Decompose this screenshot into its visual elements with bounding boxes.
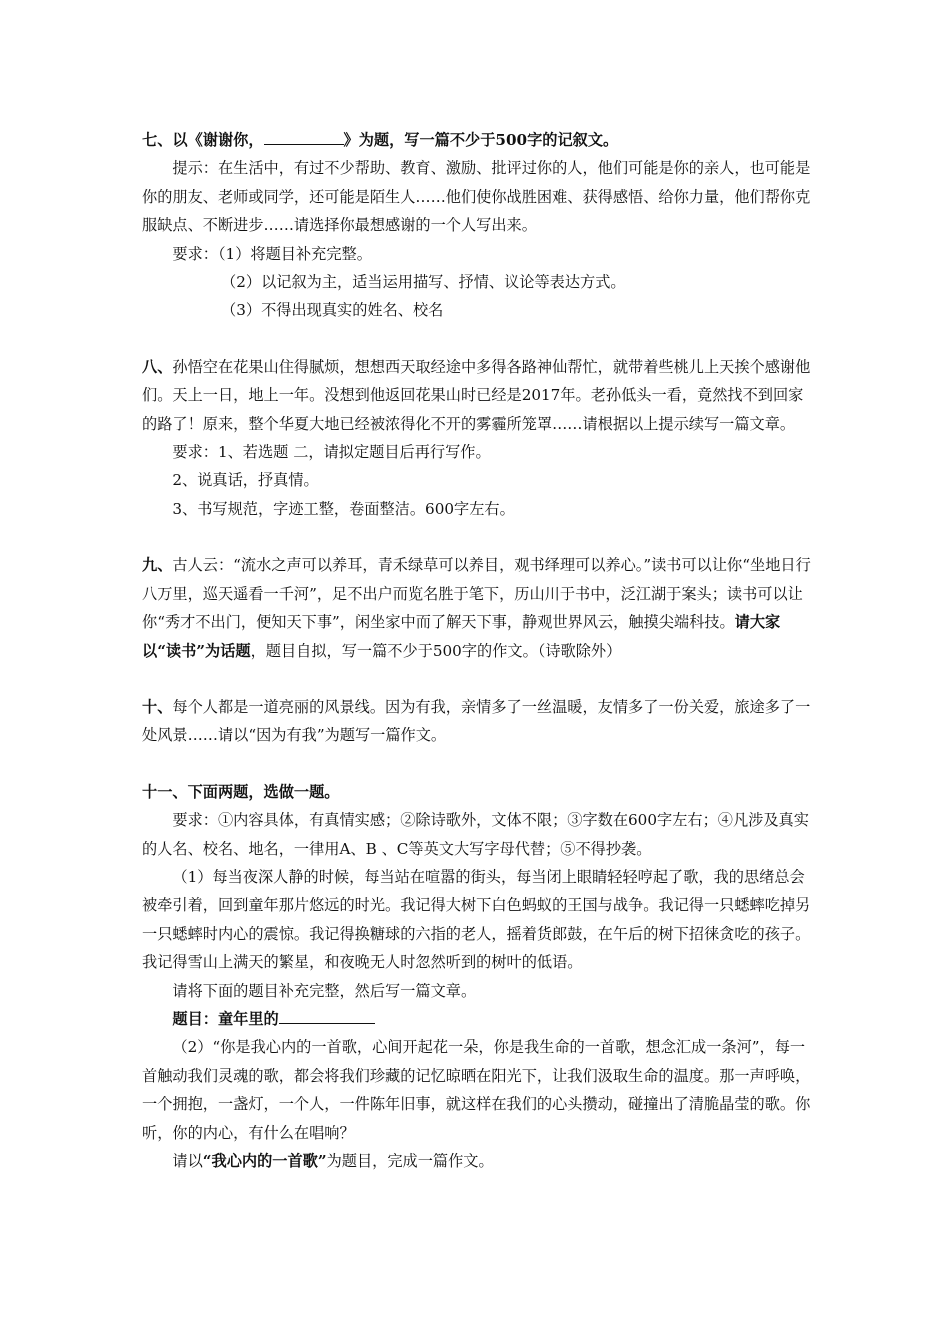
document-content bbox=[142, 126, 812, 1203]
task-topic: “我心内的一首歌” bbox=[202, 1152, 327, 1170]
question-9-text-end: ，题目自拟，写一篇不少于500字的作文。（诗歌除外） bbox=[250, 641, 622, 660]
question-11-option-2: （2）“你是我心内的一首歌，心间开起花一朵，你是我生命的一首歌，想念汇成一条河”，每一首触动我们灵魂的歌，都会将我们珍藏的记忆晾晒在阳光下，让我们汲取生命的温度。那一声呼唤，一个拥抱，一盏灯，一个人，一件陈年旧事，就这样在我们的心头攒动，碰撞出了清脆晶莹的歌。你听，你的内心，有什么在唱响？ bbox=[142, 1038, 811, 1142]
question-7-requirement-2: （2）以记叙为主，适当运用描写、抒情、议论等表达方式。 bbox=[221, 273, 626, 292]
topic-label: 题目：童年里的 bbox=[172, 1009, 279, 1028]
question-9 bbox=[142, 551, 812, 665]
question-9-text: 古人云：“流水之声可以养耳，青禾绿草可以养目，观书绎理可以养心。”读书可以让你“坐地日行八万里，巡天遥看一千河”，足不出户而览名胜于笔下，历山川于书中，泛江湖于案头；读书可以让你“秀才不出门，便知天下事”，闲坐家中而了解天下事，静观世界风云，触摸尖端科技。 bbox=[142, 556, 811, 632]
question-11-requirements: 要求：①内容具体，有真情实感；②除诗歌外，文体不限；③字数在600字左右；④凡涉及真实的人名、校名、地名，一律用A、B 、C等英文大写字母代替；⑤不得抄袭。 bbox=[142, 811, 809, 858]
question-8-requirement-2: 2、说真话，抒真情。 bbox=[172, 471, 319, 490]
title-prefix: 七、以《谢谢你， bbox=[142, 131, 264, 149]
question-10 bbox=[142, 693, 812, 750]
question-8-requirement-1: 要求：1、若选题 二，请拟定题目后再行写作。 bbox=[172, 443, 491, 462]
question-11-option-1-topic bbox=[142, 1005, 812, 1033]
task-suffix: 为题目，完成一篇作文。 bbox=[326, 1152, 494, 1170]
question-10-body bbox=[142, 693, 812, 750]
title-suffix: 》为题，写一篇不少于500字的记叙文。 bbox=[343, 131, 619, 149]
question-7-requirement-1: 要求：（1）将题目补充完整。 bbox=[172, 244, 372, 263]
question-11-title: 十一、下面两题，选做一题。 bbox=[142, 782, 340, 801]
question-7 bbox=[142, 126, 812, 325]
topic-blank bbox=[279, 1006, 375, 1024]
question-11-option-2-task bbox=[142, 1147, 812, 1175]
question-7-title bbox=[142, 126, 812, 154]
question-7-hint: 提示：在生活中，有过不少帮助、教育、激励、批评过你的人，他们可能是你的亲人，也可能是你的朋友、老师或同学，还可能是陌生人……他们使你战胜困难、获得感悟、给你力量，他们帮你克服缺点、不断进步……请选择你最想感谢的一个人写出来。 bbox=[142, 159, 811, 235]
question-8 bbox=[142, 353, 812, 523]
task-prefix: 请以 bbox=[172, 1152, 203, 1170]
question-10-text: 每个人都是一道亮丽的风景线。因为有我，亲情多了一丝温暖，友情多了一份关爱，旅途多了一处风景……请以“因为有我”为题写一篇作文。 bbox=[142, 697, 811, 745]
question-11-option-1-task: 请将下面的题目补充完整，然后写一篇文章。 bbox=[172, 981, 477, 1000]
question-8-text: 孙悟空在花果山住得腻烦，想想西天取经途中多得各路神仙帮忙，就带着些桃儿上天挨个感谢他们。天上一日，地上一年。没想到他返回花果山时已经是2017年。老孙低头一看，竟然找不到回家的路了！原来，整个华夏大地已经被浓得化不开的雾霾所笼罩……请根据以上提示续写一篇文章。 bbox=[142, 357, 811, 433]
question-9-emphasis: 请大家以“读书”为话题 bbox=[142, 613, 781, 660]
title-blank bbox=[264, 127, 344, 145]
question-11-option-1: （1）每当夜深人静的时候，每当站在喧嚣的街头，每当闭上眼睛轻轻哼起了歌，我的思绪总会被牵引着，回到童年那片悠远的时光。我记得大树下白色蚂蚁的王国与战争。我记得一只蟋蟀吃掉另一只蟋蟀时内心的震惊。我记得换糖球的六指的老人，摇着货郎鼓，在午后的树下招徕贪吃的孩子。我记得雪山上满天的繁星，和夜晚无人时忽然听到的树叶的低语。 bbox=[142, 867, 811, 972]
question-8-body bbox=[142, 353, 812, 438]
question-9-body bbox=[142, 551, 812, 665]
question-7-requirement-3: （3）不得出现真实的姓名、校名 bbox=[221, 301, 444, 320]
question-8-number: 八、 bbox=[142, 357, 173, 376]
question-8-requirement-3: 3、书写规范，字迹工整，卷面整洁。600字左右。 bbox=[172, 499, 515, 518]
question-10-number: 十、 bbox=[142, 697, 173, 716]
question-9-number: 九、 bbox=[142, 556, 173, 575]
question-11 bbox=[142, 778, 812, 1176]
